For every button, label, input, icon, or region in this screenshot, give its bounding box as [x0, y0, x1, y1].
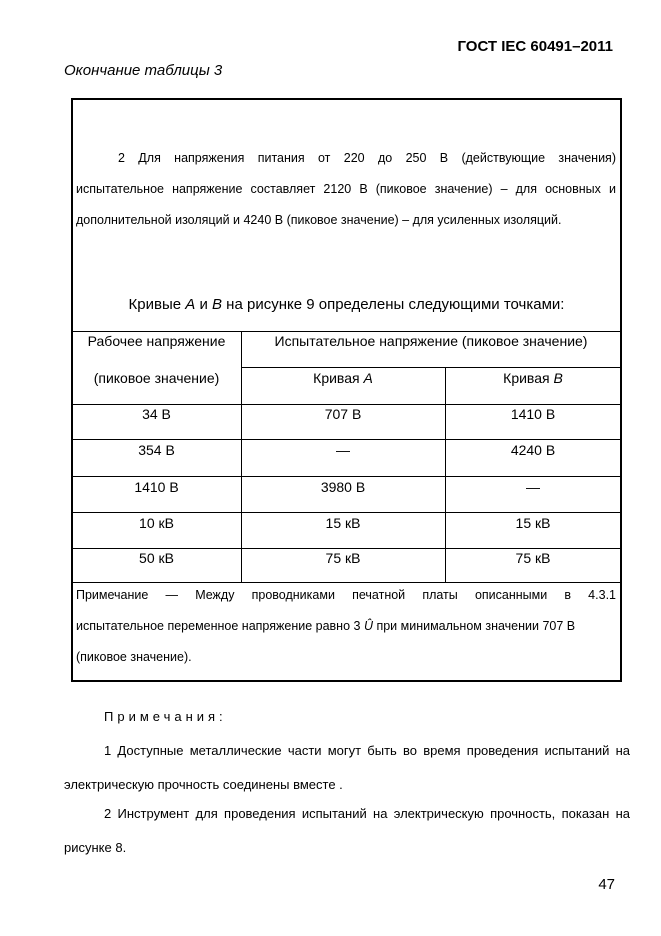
- table-rule: [72, 476, 621, 477]
- table-footnote: [76, 580, 616, 673]
- table-cell: 15 кВ: [515, 515, 551, 531]
- table-cell: —: [336, 442, 350, 458]
- curves-intro: Кривые А и В на рисунке 9 определены следующими точками:: [128, 296, 565, 313]
- footnote-line-2: испытательное переменное напряжение равно 3 Û при минимальном значении 707 В: [76, 619, 576, 633]
- note1-line-2: электрическую прочность соединены вместе .: [64, 777, 343, 792]
- table-cell: —: [526, 479, 540, 495]
- col-curve-a-header: Кривая А: [313, 370, 373, 386]
- table-cell: 1410 В: [134, 479, 179, 495]
- table-cell: 1410 В: [510, 406, 556, 422]
- table-cell: 354 В: [138, 442, 175, 458]
- col-curve-b-header: Кривая В: [503, 370, 563, 386]
- note2-line-1: 2 Для напряжения питания от 220 до 250 В (действующие значения): [118, 151, 616, 165]
- table-cell: 15 кВ: [325, 515, 361, 531]
- col-test-voltage-header: Испытательное напряжение (пиковое значение): [274, 333, 588, 349]
- table-cell: 50 кВ: [139, 550, 174, 566]
- table-rule: [72, 512, 621, 513]
- table-cell: 10 кВ: [139, 515, 174, 531]
- table-rule: [241, 367, 621, 368]
- table-cell: 34 В: [142, 406, 171, 422]
- curve-a-ref: А: [185, 296, 196, 313]
- table-cell: 75 кВ: [325, 550, 361, 566]
- curve-b-ref: В: [212, 296, 223, 313]
- note2b-line-2: рисунке 8.: [64, 840, 127, 855]
- table-rule: [72, 548, 621, 549]
- table-rule: [72, 404, 621, 405]
- col-working-voltage-header: Рабочее напряжение: [87, 333, 226, 349]
- footnote-line-3: (пиковое значение).: [76, 650, 192, 664]
- table-continuation-caption: Окончание таблицы 3: [64, 62, 223, 79]
- table-note-2: [76, 143, 616, 236]
- note-1: [64, 734, 630, 802]
- col-working-voltage-subheader: (пиковое значение): [93, 370, 220, 386]
- peak-voltage-symbol: Û: [363, 619, 373, 633]
- table-rule: [72, 331, 621, 332]
- note1-line-1: 1 Доступные металлические части могут быть во время проведения испытаний на: [104, 743, 630, 758]
- notes-heading: Примечания:: [104, 709, 227, 724]
- page-number: 47: [598, 876, 615, 893]
- table-cell: 4240 В: [510, 442, 556, 458]
- footnote-line-1: Примечание — Между проводниками печатной платы описанными в 4.3.1: [76, 588, 616, 602]
- table-rule: [72, 439, 621, 440]
- table-cell: 707 В: [324, 406, 362, 422]
- table-cell: 75 кВ: [515, 550, 551, 566]
- note2-line-2: испытательное напряжение составляет 2120 В (пиковое значение) – для основных и: [76, 182, 616, 196]
- note2b-line-1: 2 Инструмент для проведения испытаний на электрическую прочность, показан на: [104, 806, 630, 821]
- note2-line-3: дополнительной изоляций и 4240 В (пиковое значение) – для усиленных изоляций.: [76, 213, 562, 227]
- standard-designation: ГОСТ IEC 60491–2011: [457, 38, 613, 55]
- table-cell: 3980 В: [320, 479, 366, 495]
- note-2: [64, 797, 630, 865]
